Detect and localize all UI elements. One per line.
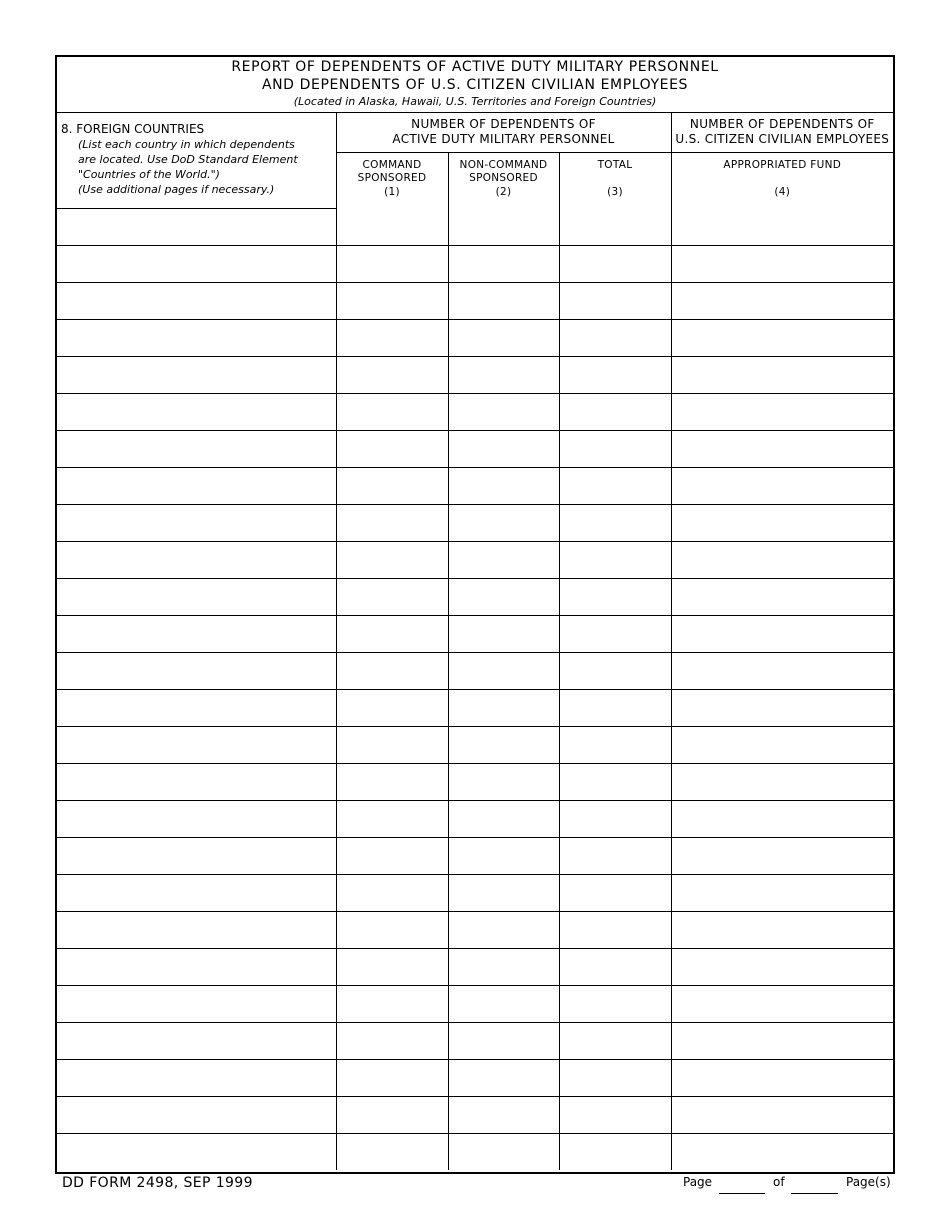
column-2-number: (2) [495,185,512,198]
table-row [57,1022,893,1059]
non-command-sponsored-cell[interactable] [448,689,559,726]
country-cell[interactable] [57,393,336,430]
country-cell[interactable] [57,1059,336,1096]
command-sponsored-cell[interactable] [336,763,448,800]
form-identifier: DD FORM 2498, SEP 1999 [62,1175,253,1191]
dependents-table [57,113,893,1170]
table-row [57,800,893,837]
column-4-line-2 [672,172,894,185]
country-cell[interactable] [57,541,336,578]
total-cell[interactable] [559,393,671,430]
country-cell[interactable] [57,467,336,504]
total-cell[interactable] [559,874,671,911]
civilian-header-line-1: NUMBER OF DEPENDENTS OF [689,117,875,132]
table-row [57,948,893,985]
total-cell[interactable] [559,652,671,689]
country-cell[interactable] [57,245,336,282]
table-row [57,467,893,504]
table-row [57,504,893,541]
non-command-sponsored-cell[interactable] [448,874,559,911]
country-cell[interactable] [57,356,336,393]
table-row [57,874,893,911]
appropriated-fund-cell[interactable] [671,282,893,319]
appropriated-fund-cell[interactable] [671,911,893,948]
total-cell[interactable] [559,1096,671,1133]
command-sponsored-cell[interactable] [336,1096,448,1133]
total-cell[interactable] [559,726,671,763]
country-cell[interactable] [57,578,336,615]
form-title-line-2: AND DEPENDENTS OF U.S. CITIZEN CIVILIAN EMPLOYEES [261,77,689,93]
command-sponsored-cell[interactable] [336,578,448,615]
non-command-sponsored-cell[interactable] [448,1133,559,1170]
command-sponsored-cell[interactable] [336,282,448,319]
non-command-sponsored-cell[interactable] [448,467,559,504]
column-1-number: (1) [384,185,400,198]
total-pages-field[interactable] [791,1193,838,1194]
country-cell[interactable] [57,763,336,800]
non-command-sponsored-cell[interactable] [448,726,559,763]
country-cell[interactable] [57,504,336,541]
instruction-line-1: (List each country in which dependents [78,138,295,151]
appropriated-fund-cell[interactable] [671,985,893,1022]
total-cell[interactable] [559,430,671,467]
total-cell[interactable] [559,985,671,1022]
column-3-line-2 [560,172,671,185]
command-sponsored-cell[interactable] [336,1022,448,1059]
non-command-sponsored-cell[interactable] [448,1059,559,1096]
country-cell[interactable] [57,800,336,837]
non-command-sponsored-cell[interactable] [448,948,559,985]
appropriated-fund-cell[interactable] [671,393,893,430]
table-row [57,282,893,319]
appropriated-fund-cell[interactable] [671,689,893,726]
table-row [57,689,893,726]
country-cell[interactable] [57,1022,336,1059]
command-sponsored-cell[interactable] [336,874,448,911]
instruction-line-4: (Use additional pages if necessary.) [78,183,275,196]
non-command-sponsored-cell[interactable] [448,208,559,245]
total-cell[interactable] [559,800,671,837]
appropriated-fund-cell[interactable] [671,874,893,911]
foreign-countries-label: 8. FOREIGN COUNTRIES [61,122,205,136]
command-sponsored-cell[interactable] [336,504,448,541]
foreign-countries-header [57,113,336,208]
form-title-line-1: REPORT OF DEPENDENTS OF ACTIVE DUTY MILITARY PERSONNEL [231,59,719,75]
total-cell[interactable] [559,541,671,578]
instruction-line-2: are located. Use DoD Standard Element [78,153,298,166]
non-command-sponsored-cell[interactable] [448,1022,559,1059]
non-command-sponsored-cell[interactable] [448,504,559,541]
of-label: of [773,1175,785,1189]
table-row [57,208,893,245]
appropriated-fund-cell[interactable] [671,837,893,874]
country-cell[interactable] [57,726,336,763]
command-sponsored-cell[interactable] [336,726,448,763]
page-number-field[interactable] [719,1193,765,1194]
appropriated-fund-cell[interactable] [671,430,893,467]
appropriated-fund-cell[interactable] [671,578,893,615]
non-command-sponsored-cell[interactable] [448,800,559,837]
column-2-line-2: SPONSORED [469,171,538,184]
table-row [57,652,893,689]
total-cell[interactable] [559,467,671,504]
country-cell[interactable] [57,615,336,652]
total-cell[interactable] [559,615,671,652]
command-sponsored-cell[interactable] [336,689,448,726]
table-row [57,541,893,578]
header-group-row [57,113,893,152]
pages-label: Page(s) [846,1175,891,1189]
appropriated-fund-cell[interactable] [671,245,893,282]
country-cell[interactable] [57,948,336,985]
total-cell[interactable] [559,1133,671,1170]
command-sponsored-cell[interactable] [336,800,448,837]
page-label: Page [683,1175,713,1189]
total-cell[interactable] [559,689,671,726]
total-cell[interactable] [559,1059,671,1096]
non-command-sponsored-cell[interactable] [448,652,559,689]
column-4-number: (4) [774,185,791,198]
table-row [57,911,893,948]
total-cell[interactable] [559,208,671,245]
command-sponsored-cell[interactable] [336,393,448,430]
command-sponsored-cell[interactable] [336,948,448,985]
appropriated-fund-cell[interactable] [671,208,893,245]
country-cell[interactable] [57,319,336,356]
command-sponsored-cell[interactable] [336,541,448,578]
country-cell[interactable] [57,837,336,874]
data-rows [57,208,893,1170]
table-row [57,837,893,874]
total-cell[interactable] [559,911,671,948]
table-row [57,578,893,615]
command-sponsored-cell[interactable] [336,837,448,874]
total-cell[interactable] [559,1022,671,1059]
table-row [57,430,893,467]
country-cell[interactable] [57,985,336,1022]
country-cell[interactable] [57,282,336,319]
appropriated-fund-cell[interactable] [671,356,893,393]
appropriated-fund-cell[interactable] [671,1059,893,1096]
table-row [57,1059,893,1096]
table-row [57,985,893,1022]
column-2-line-1: NON-COMMAND [459,158,548,171]
appropriated-fund-cell[interactable] [671,763,893,800]
country-cell[interactable] [57,1133,336,1170]
column-non-command-sponsored [448,152,559,208]
command-sponsored-cell[interactable] [336,985,448,1022]
total-cell[interactable] [559,837,671,874]
table-row [57,356,893,393]
column-3-line-1: TOTAL [597,158,633,171]
instruction-line-3: "Countries of the World.") [78,168,220,181]
military-header-line-2: ACTIVE DUTY MILITARY PERSONNEL [392,132,615,147]
total-cell[interactable] [559,245,671,282]
dd-form-2498 [55,55,895,1174]
military-header-line-1: NUMBER OF DEPENDENTS OF [411,117,596,132]
column-appropriated-fund [671,152,893,208]
total-cell[interactable] [559,282,671,319]
non-command-sponsored-cell[interactable] [448,356,559,393]
civilian-dependents-header [671,113,893,152]
total-cell[interactable] [559,578,671,615]
non-command-sponsored-cell[interactable] [448,319,559,356]
appropriated-fund-cell[interactable] [671,1133,893,1170]
country-cell[interactable] [57,874,336,911]
country-cell[interactable] [57,689,336,726]
column-4-line-1: APPROPRIATED FUND [723,158,842,171]
non-command-sponsored-cell[interactable] [448,393,559,430]
non-command-sponsored-cell[interactable] [448,985,559,1022]
non-command-sponsored-cell[interactable] [448,541,559,578]
country-cell[interactable] [57,430,336,467]
total-cell[interactable] [559,948,671,985]
total-cell[interactable] [559,504,671,541]
column-command-sponsored [336,152,448,208]
non-command-sponsored-cell[interactable] [448,615,559,652]
command-sponsored-cell[interactable] [336,430,448,467]
appropriated-fund-cell[interactable] [671,800,893,837]
command-sponsored-cell[interactable] [336,1059,448,1096]
form-title-block [57,57,893,113]
column-3-number: (3) [607,185,623,198]
appropriated-fund-cell[interactable] [671,652,893,689]
total-cell[interactable] [559,356,671,393]
table-row [57,763,893,800]
appropriated-fund-cell[interactable] [671,948,893,985]
non-command-sponsored-cell[interactable] [448,763,559,800]
non-command-sponsored-cell[interactable] [448,578,559,615]
appropriated-fund-cell[interactable] [671,504,893,541]
command-sponsored-cell[interactable] [336,245,448,282]
command-sponsored-cell[interactable] [336,911,448,948]
total-cell[interactable] [559,763,671,800]
appropriated-fund-cell[interactable] [671,1022,893,1059]
table-row [57,393,893,430]
command-sponsored-cell[interactable] [336,467,448,504]
civilian-header-line-2: U.S. CITIZEN CIVILIAN EMPLOYEES [675,132,890,147]
appropriated-fund-cell[interactable] [671,615,893,652]
command-sponsored-cell[interactable] [336,615,448,652]
military-dependents-header [336,113,671,152]
appropriated-fund-cell[interactable] [671,726,893,763]
country-cell[interactable] [57,652,336,689]
appropriated-fund-cell[interactable] [671,319,893,356]
non-command-sponsored-cell[interactable] [448,245,559,282]
column-1-line-1: COMMAND [362,158,422,171]
command-sponsored-cell[interactable] [336,652,448,689]
table-row [57,319,893,356]
table-row [57,615,893,652]
non-command-sponsored-cell[interactable] [448,1096,559,1133]
table-row [57,1096,893,1133]
column-1-line-2: SPONSORED [357,171,427,184]
appropriated-fund-cell[interactable] [671,467,893,504]
table-row [57,245,893,282]
appropriated-fund-cell[interactable] [671,541,893,578]
command-sponsored-cell[interactable] [336,356,448,393]
command-sponsored-cell[interactable] [336,208,448,245]
non-command-sponsored-cell[interactable] [448,837,559,874]
country-cell[interactable] [57,911,336,948]
table-row [57,726,893,763]
total-cell[interactable] [559,319,671,356]
non-command-sponsored-cell[interactable] [448,430,559,467]
table-row [57,1133,893,1170]
column-total [559,152,671,208]
non-command-sponsored-cell[interactable] [448,911,559,948]
command-sponsored-cell[interactable] [336,1133,448,1170]
appropriated-fund-cell[interactable] [671,1096,893,1133]
non-command-sponsored-cell[interactable] [448,282,559,319]
form-subtitle: (Located in Alaska, Hawaii, U.S. Territories and Foreign Countries) [293,95,657,108]
command-sponsored-cell[interactable] [336,319,448,356]
country-cell[interactable] [57,1096,336,1133]
country-cell[interactable] [57,208,336,245]
